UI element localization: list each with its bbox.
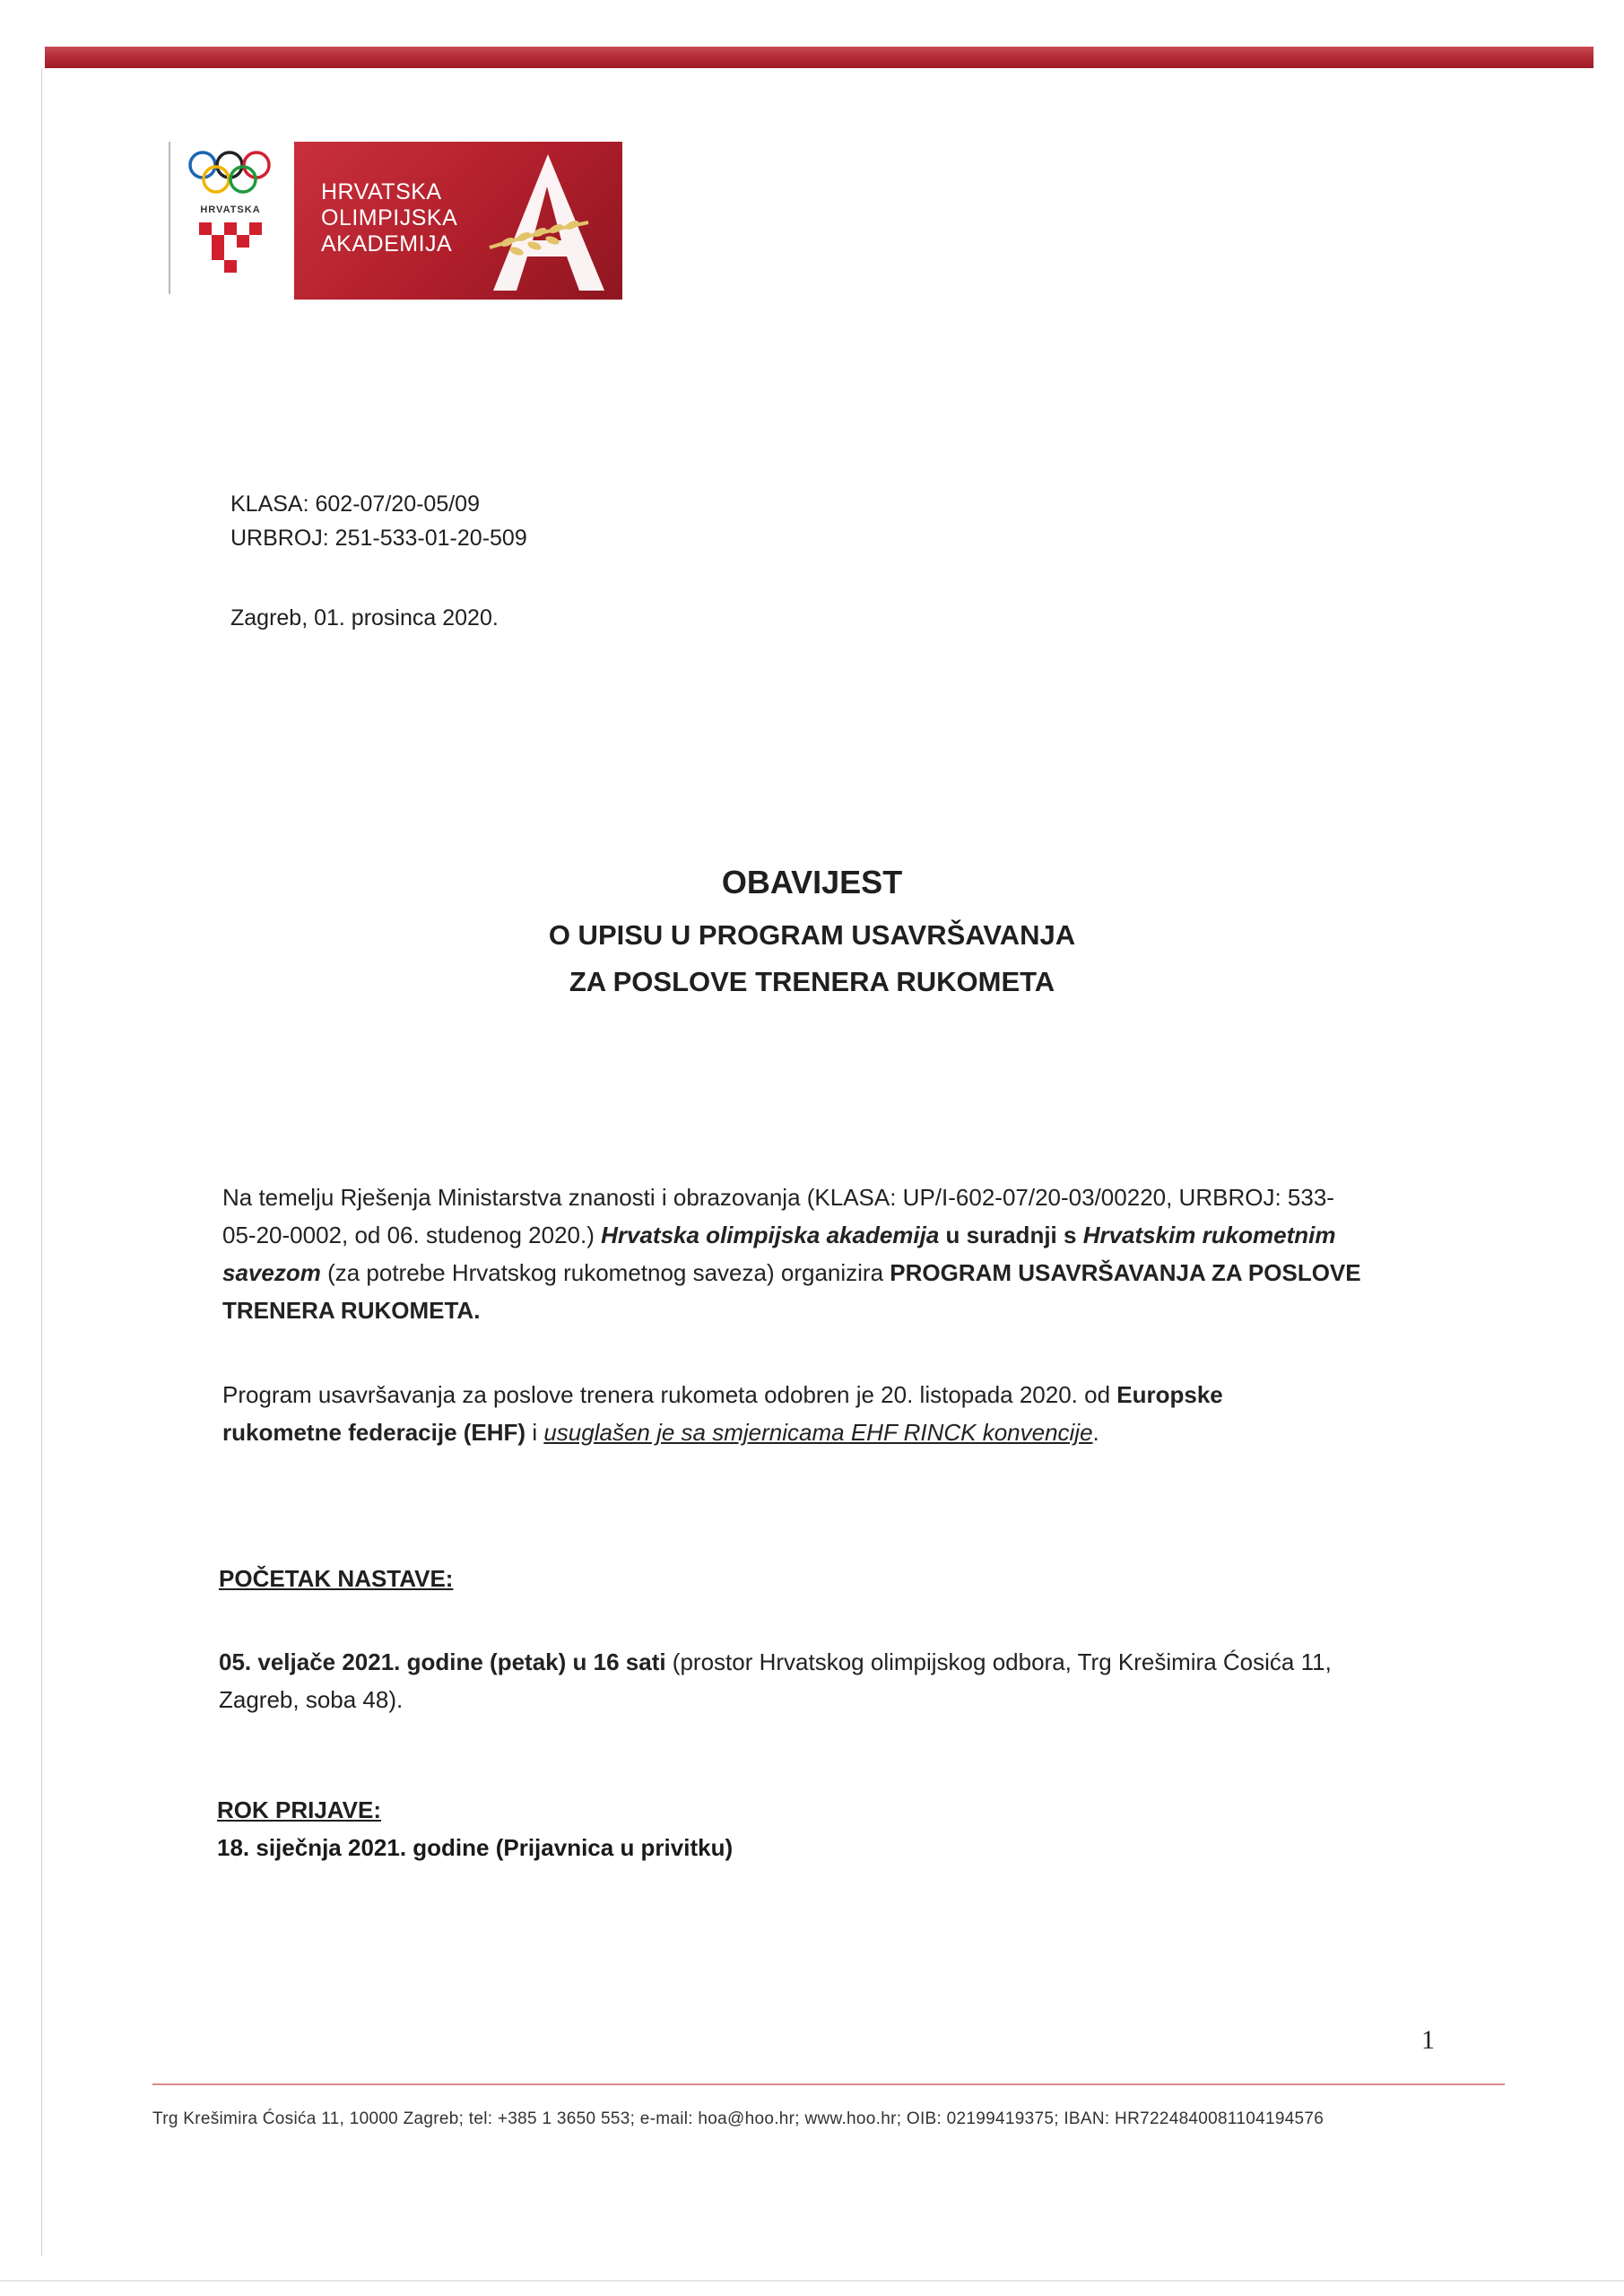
start-details	[219, 1643, 1438, 1718]
document-subtitle-line: O UPISU U PROGRAM USAVRŠAVANJA	[548, 919, 1076, 951]
hoo-logo	[169, 142, 287, 294]
hoo-logo-text: HRVATSKA	[200, 204, 261, 215]
document-title: OBAVIJEST	[721, 864, 903, 900]
olympic-rings-icon	[185, 147, 274, 199]
hoa-logo-line: HRVATSKA	[321, 179, 442, 204]
logo-divider-line	[169, 142, 170, 294]
rinck-convention-link[interactable]: usuglašen je sa smjernicama EHF RINCK konvencije	[543, 1419, 1093, 1446]
paragraph-approval	[222, 1376, 1442, 1451]
paragraph-line: TRENERA RUKOMETA.	[222, 1297, 481, 1324]
hoa-logo	[294, 142, 622, 300]
page-number: 1	[1421, 2025, 1435, 2055]
partner-name: Hrvatskim rukometnim	[1082, 1222, 1336, 1248]
paragraph-line: Zagreb, soba 48).	[219, 1686, 404, 1713]
paragraph-line: savezom (za potrebe Hrvatskog rukometnog saveza) organizira PROGRAM USAVRŠAVANJA ZA POSLOVE	[222, 1259, 1361, 1286]
klasa-number: KLASA: 602-07/20-05/09	[230, 491, 480, 517]
document-date: Zagreb, 01. prosinca 2020.	[230, 605, 499, 631]
paragraph-line: 05. veljače 2021. godine (petak) u 16 sati (prostor Hrvatskog olimpijskog odbora, Trg Krešimira Ćosića 11,	[219, 1648, 1332, 1675]
academy-a-laurel-icon	[481, 147, 615, 296]
hoa-logo-text	[321, 179, 457, 257]
deadline-text: 18. siječnja 2021. godine (Prijavnica u privitku)	[217, 1834, 734, 1861]
paragraph-line: Program usavršavanja za poslove trenera rukometa odobren je 20. listopada 2020. od Europske	[222, 1381, 1223, 1408]
urbroj-number: URBROJ: 251-533-01-20-509	[230, 526, 527, 551]
paragraph-line: 05-20-0002, od 06. studenog 2020.) Hrvatska olimpijska akademija u suradnji s Hrvatskim rukometnim	[222, 1222, 1336, 1248]
start-section-heading: POČETAK NASTAVE:	[219, 1565, 454, 1592]
croatian-checkerboard-icon	[199, 222, 262, 276]
organizer-name: Hrvatska olimpijska akademija	[601, 1222, 940, 1248]
footer-contact: Trg Krešimira Ćosića 11, 10000 Zagreb; tel: +385 1 3650 553; e-mail: hoa@hoo.hr; www.hoo.hr; OIB: 02199419375; IBAN: HR7224840081104194576	[152, 2109, 1324, 2128]
paragraph-line: Na temelju Rješenja Ministarstva znanosti i obrazovanja (KLASA: UP/I-602-07/20-03/00220, URBROJ: 533-	[222, 1184, 1334, 1211]
page-left-edge	[41, 68, 42, 2257]
page-bottom-edge	[0, 2280, 1624, 2282]
document-subtitle-line: ZA POSLOVE TRENERA RUKOMETA	[569, 966, 1055, 997]
footer-rule	[152, 2083, 1505, 2085]
hoa-logo-line: AKADEMIJA	[321, 231, 453, 257]
paragraph-legal-basis	[222, 1178, 1442, 1329]
paragraph-line: rukometne federacije (EHF) i usuglašen je sa smjernicama EHF RINCK konvencije.	[222, 1419, 1099, 1446]
hoa-logo-line: OLIMPIJSKA	[321, 205, 458, 230]
program-name: PROGRAM USAVRŠAVANJA ZA POSLOVE	[890, 1259, 1361, 1286]
deadline-section-heading: ROK PRIJAVE:	[217, 1796, 381, 1823]
top-red-bar	[45, 47, 1594, 68]
